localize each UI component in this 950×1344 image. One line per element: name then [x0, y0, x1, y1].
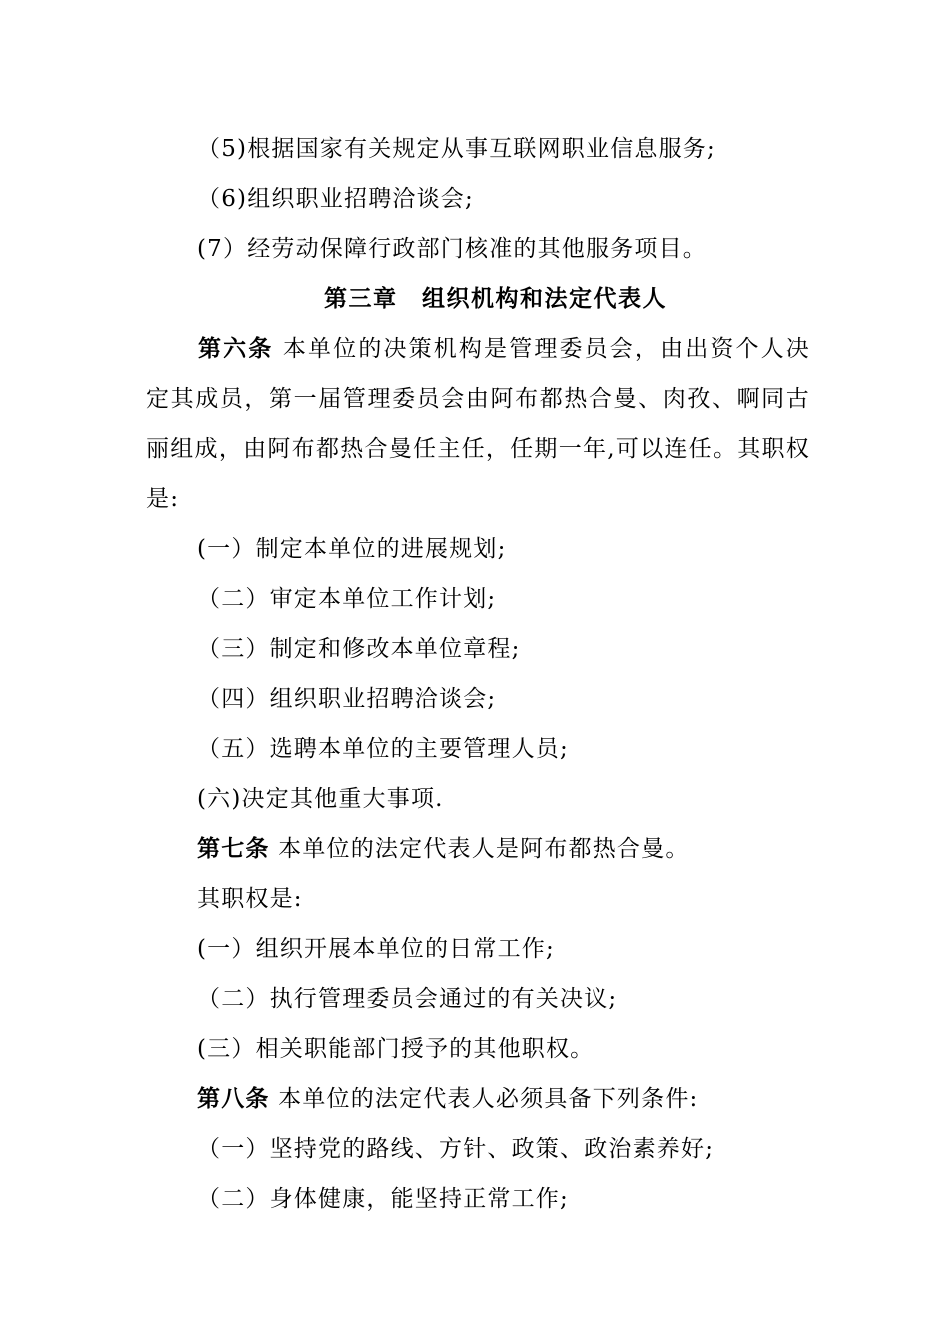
article-6-label: 第六条 [198, 335, 274, 362]
article-8-line [197, 1084, 698, 1114]
chapter-title: 第三章 组织机构和法定代表人 [324, 285, 667, 312]
list-item: （一）坚持党的路线、方针、政策、政治素养好; [197, 1136, 715, 1162]
list-item: (一）组织开展本单位的日常工作; [197, 936, 555, 962]
article-7-subheading: 其职权是: [197, 886, 303, 912]
article-7-label: 第七条 [197, 835, 270, 862]
list-item: （二）身体健康，能坚持正常工作; [197, 1186, 569, 1212]
list-item: （二）审定本单位工作计划; [197, 586, 497, 612]
article-8-text: 本单位的法定代表人必须具备下列条件: [269, 1086, 699, 1112]
article-8-label: 第八条 [197, 1085, 270, 1112]
list-item: （5)根据国家有关规定从事互联网职业信息服务; [197, 136, 716, 162]
article-6-text: 本单位的决策机构是管理委员会，由出资个人决定其成员，第一届管理委员会由阿布都热合曼、肉孜、啊同古丽组成，由阿布都热合曼任主任，任期一年,可以连任。其职权是: [146, 336, 810, 512]
list-item: （五）选聘本单位的主要管理人员; [197, 736, 569, 762]
article-7-text: 本单位的法定代表人是阿布都热合曼。 [269, 836, 690, 862]
list-item: (三）相关职能部门授予的其他职权。 [197, 1036, 595, 1062]
list-item: （6)组织职业招聘洽谈会; [197, 186, 474, 212]
list-item: (一）制定本单位的进展规划; [197, 536, 507, 562]
list-item: （二）执行管理委员会通过的有关决议; [197, 986, 618, 1012]
list-item: (六)决定其他重大事项. [197, 786, 444, 812]
article-6-paragraph [146, 324, 810, 524]
article-7-line [197, 834, 690, 864]
list-item: (7）经劳动保障行政部门核准的其他服务项目。 [197, 236, 708, 262]
list-item: （四）组织职业招聘洽谈会; [197, 686, 497, 712]
list-item: （三）制定和修改本单位章程; [197, 636, 521, 662]
